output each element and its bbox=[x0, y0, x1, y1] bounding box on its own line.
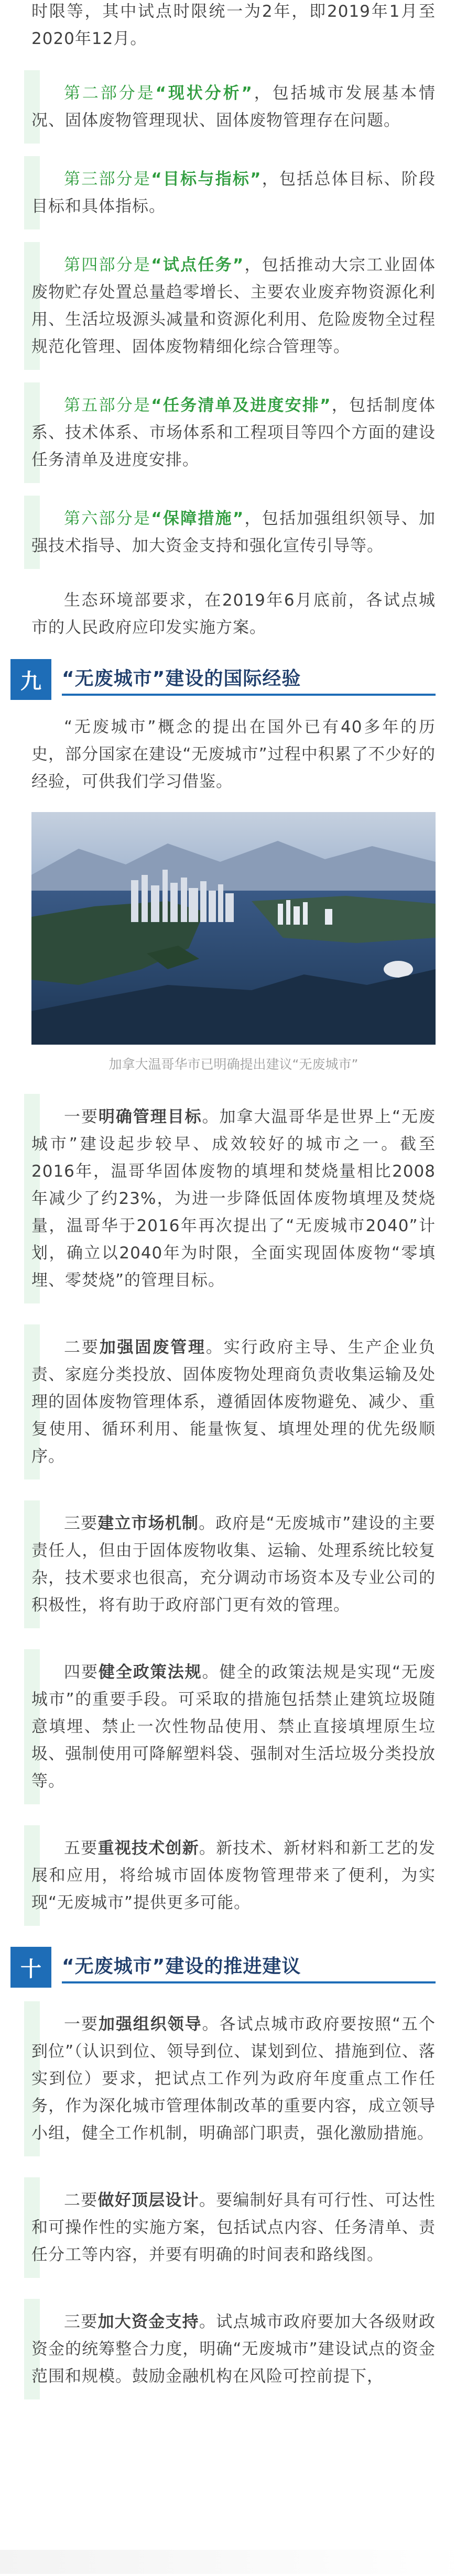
vancouver-city-photo bbox=[31, 812, 436, 1045]
item-rest: 。新技术、新材料和新工艺的发展和应用，将给城市固体废物管理带来了便利，为实现“无废城市”提供更多可能。 bbox=[31, 1839, 436, 1912]
section-heading-10 bbox=[10, 1947, 436, 1988]
item-rest: 。各试点城市政府要按照“五个到位”（认识到位、领导到位、谋划到位、措施到位、落实到位）要求，把试点工作列为政府年度重点工作任务，作为深化城市管理体制改革的重要内容，成立领导小组，健全工作机制，明确部门职责，强化激励措施。 bbox=[31, 2015, 436, 2143]
part-prefix: 第四部分是 bbox=[64, 256, 151, 275]
part-prefix: 第二部分是 bbox=[64, 84, 156, 103]
item-bold: 加强固废管理 bbox=[99, 1338, 206, 1357]
section-number-badge: 九 bbox=[10, 659, 51, 700]
part-item bbox=[31, 382, 436, 483]
experience-item bbox=[31, 1500, 436, 1628]
item-rest: 。试点城市政府要加大各级财政资金的统筹整合力度，明确“无废城市”建设试点的资金范围和规模。鼓励金融机构在风险可控前提下， bbox=[31, 2312, 436, 2386]
item-bold: 明确管理目标 bbox=[98, 1108, 202, 1126]
section-intro: “无废城市”概念的提出在国外已有40多年的历史，部分国家在建设“无废城市”过程中积累了不少好的经验，可供我们学习借鉴。 bbox=[31, 718, 436, 791]
item-rest: 。要编制好具有可行性、可达性和可操作性的实施方案，包括试点内容、任务清单、责任分工等内容，并要有明确的时间表和路线图。 bbox=[31, 2191, 436, 2264]
item-prefix: 一要 bbox=[64, 1108, 99, 1126]
item-prefix: 二要 bbox=[64, 1338, 100, 1357]
suggestion-item bbox=[31, 2299, 436, 2399]
part-item bbox=[31, 70, 436, 144]
part-bold: “试点任务” bbox=[151, 256, 244, 275]
closing-paragraph: 生态环境部要求，在2019年6月底前，各试点城市的人民政府应印发实施方案。 bbox=[31, 591, 436, 637]
section-number-badge: 十 bbox=[10, 1947, 51, 1988]
item-rest: 。健全的政策法规是实现“无废城市”的重要手段。可采取的措施包括禁止建筑垃圾随意填埋、禁止一次性物品使用、禁止直接填埋原生垃圾、强制使用可降解塑料袋、强制对生活垃圾分类投放等。 bbox=[31, 1663, 436, 1791]
part-rest: ，包括城市发展基本情况、固体废物管理现状、固体废物管理存在问题。 bbox=[31, 84, 436, 130]
part-prefix: 第三部分是 bbox=[64, 170, 151, 189]
part-prefix: 第五部分是 bbox=[64, 396, 151, 415]
intro-paragraph: 时限等，其中试点时限统一为2年，即2019年1月至2020年12月。 bbox=[31, 2, 436, 48]
part-rest: ，包括推动大宗工业固体废物贮存处置总量趋零增长、主要农业废弃物资源化利用、生活垃圾源头减量和资源化利用、危险废物全过程规范化管理、固体废物精细化综合管理等。 bbox=[31, 256, 436, 356]
item-bold: 做好顶层设计 bbox=[97, 2191, 199, 2210]
item-bold: 重视技术创新 bbox=[97, 1839, 199, 1858]
part-rest: ，包括加强组织领导、加强技术指导、加大资金支持和强化宣传引导等。 bbox=[31, 509, 436, 555]
item-bold: 建立市场机制 bbox=[97, 1514, 199, 1533]
section-heading-9 bbox=[10, 659, 436, 700]
item-bold: 健全政策法规 bbox=[98, 1663, 202, 1682]
page-bottom-fade bbox=[0, 2550, 467, 2574]
part-prefix: 第六部分是 bbox=[64, 509, 151, 528]
part-rest: ，包括制度体系、技术体系、市场体系和工程项目等四个方面的建设任务清单及进度安排。 bbox=[31, 396, 436, 469]
item-rest: 。政府是“无废城市”建设的主要责任人，但由于固体废物收集、运输、处理系统比较复杂，技术要求也很高，充分调动市场资本及专业公司的积极性，将有助于政府部门更有效的管理。 bbox=[31, 1514, 436, 1615]
part-item bbox=[31, 242, 436, 370]
item-rest: 。实行政府主导、生产企业负责、家庭分类投放、固体废物处理商负责收集运输及处理的固体废物管理体系，遵循固体废物避免、减少、重复使用、循环利用、能量恢复、填埋处理的优先级顺序。 bbox=[31, 1338, 436, 1466]
item-bold: 加强组织领导 bbox=[98, 2015, 202, 2034]
experience-item bbox=[31, 1324, 436, 1479]
item-prefix: 五要 bbox=[64, 1839, 98, 1858]
part-bold: “任务清单及进度安排” bbox=[151, 396, 331, 415]
part-rest: ，包括总体目标、阶段目标和具体指标。 bbox=[31, 170, 436, 216]
suggestion-item bbox=[31, 2001, 436, 2156]
section-title: “无废城市”建设的国际经验 bbox=[62, 664, 436, 696]
part-item bbox=[31, 496, 436, 569]
experience-item bbox=[31, 1094, 436, 1303]
suggestion-item bbox=[31, 2177, 436, 2278]
item-prefix: 三要 bbox=[64, 2312, 98, 2331]
section-title: “无废城市”建设的推进建议 bbox=[62, 1952, 436, 1983]
experience-item bbox=[31, 1825, 436, 1926]
photo-caption: 加拿大温哥华市已明确提出建议“无废城市” bbox=[108, 1057, 359, 1072]
part-bold: “目标与指标” bbox=[151, 170, 262, 189]
item-prefix: 三要 bbox=[64, 1514, 98, 1533]
part-item bbox=[31, 156, 436, 229]
item-prefix: 一要 bbox=[64, 2015, 99, 2034]
item-prefix: 二要 bbox=[64, 2191, 98, 2210]
item-rest: 。加拿大温哥华是世界上“无废城市”建设起步较早、成效较好的城市之一。截至2016年，温哥华固体废物的填埋和焚烧量相比2008年减少了约23%，为进一步降低固体废物填埋及焚烧量，温哥华于2016年再次提出了“无废城市2040”计划，确立以2040年为时限，全面实现固体废物“零填埋、零焚烧”的管理目标。 bbox=[31, 1108, 436, 1290]
city-skyline-illustration bbox=[31, 812, 436, 1045]
item-prefix: 四要 bbox=[64, 1663, 99, 1682]
parts-list bbox=[31, 70, 436, 569]
part-bold: “保障措施” bbox=[151, 509, 244, 528]
experience-item bbox=[31, 1649, 436, 1804]
item-bold: 加大资金支持 bbox=[97, 2312, 199, 2331]
part-bold: “现状分析” bbox=[155, 84, 253, 103]
